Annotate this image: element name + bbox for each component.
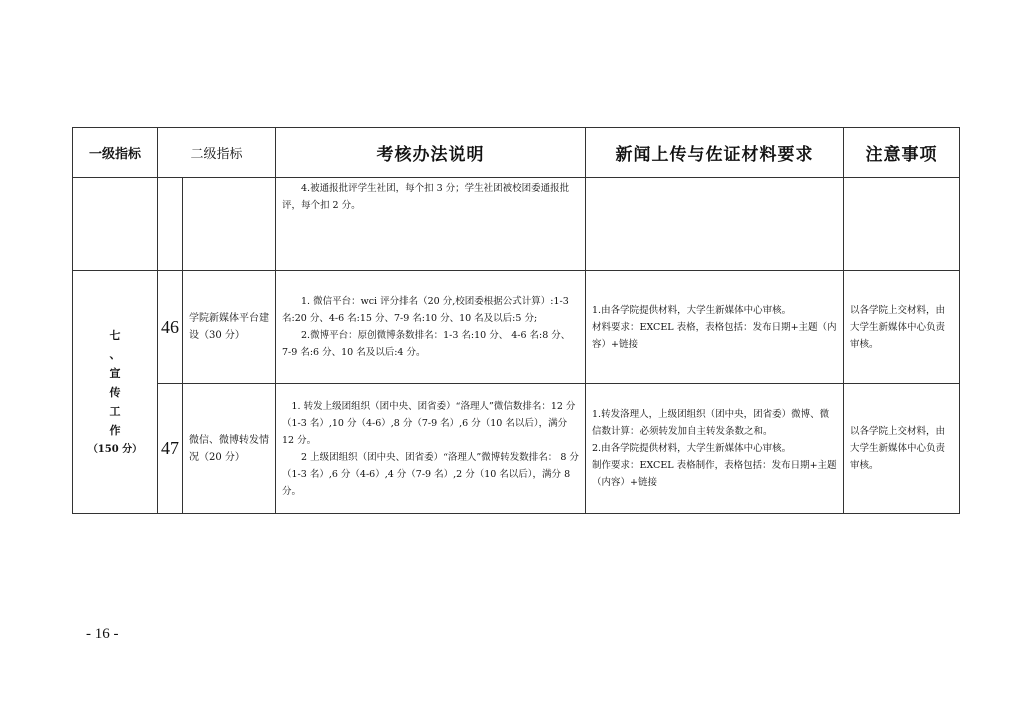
indicator-name: 微信、微博转发情况（20 分） bbox=[189, 434, 269, 463]
row-number: 47 bbox=[158, 384, 183, 514]
category-char: 传 bbox=[109, 385, 121, 399]
indicator-name: 学院新媒体平台建设（30 分） bbox=[189, 313, 269, 341]
header-row bbox=[73, 128, 960, 178]
category-char: 、 bbox=[109, 347, 121, 361]
page-number: - 16 - bbox=[86, 626, 119, 642]
category-char: 作 bbox=[109, 423, 121, 437]
table-row bbox=[73, 271, 960, 384]
header-method: 考核办法说明 bbox=[276, 128, 586, 178]
table-row-continued bbox=[73, 178, 960, 271]
evaluation-table bbox=[72, 127, 960, 514]
category-cell bbox=[73, 271, 158, 514]
category-score: （150 分） bbox=[87, 443, 143, 455]
method-text: 1. 转发上级团组织（团中央、团省委）“洛理人”微信数排名：12 分（1-3 名）,10 分（4-6）,8 分（7-9 名）,6 分（10 名以后），满分 12 分。 2 上级团组织（团中央、团省委）“洛理人”微博转发数排名： 8 分（1-3 名）,6 分（4-6）,4 分（7-9 名）,2 分（10 名以后），满分 8 分。 bbox=[282, 400, 579, 497]
table-row bbox=[73, 384, 960, 514]
row-number: 46 bbox=[158, 271, 183, 384]
materials-text: 1.转发洛理人，上级团组织（团中央，团省委）微博、微信数计算：必须转发加自主转发条数之和。 2.由各学院提供材料，大学生新媒体中心审核。 制作要求：EXCEL 表格制作，表格包括：发布日期+主题（内容）+链接 bbox=[592, 409, 837, 488]
header-level2: 二级指标 bbox=[158, 128, 276, 178]
method-text: 1. 微信平台：wci 评分排名（20 分,校团委根据公式计算）:1-3 名:20 分、4-6 名:15 分、7-9 名:10 分、10 名及以后:5 分; 2.微博平台：原创微博条数排名：1-3 名:10 分、 4-6 名:8 分、 7-9 名:6 分、10 名及以后:4 分。 bbox=[282, 296, 571, 358]
header-level1: 一级指标 bbox=[73, 128, 158, 178]
category-char: 七 bbox=[109, 328, 121, 342]
notes-text: 以各学院上交材料，由大学生新媒体中心负责审核。 bbox=[850, 426, 946, 471]
header-notes: 注意事项 bbox=[844, 128, 960, 178]
notes-text: 以各学院上交材料，由大学生新媒体中心负责审核。 bbox=[850, 304, 946, 350]
materials-text: 1.由各学院提供材料，大学生新媒体中心审核。 材料要求：EXCEL 表格，表格包括：发布日期+主题（内容）+链接 bbox=[592, 304, 837, 350]
category-char: 宣 bbox=[109, 366, 121, 380]
continued-method-text: 4.被通报批评学生社团，每个扣 3 分；学生社团被校团委通报批评，每个扣 2 分。 bbox=[282, 183, 570, 211]
header-materials: 新闻上传与佐证材料要求 bbox=[586, 128, 844, 178]
category-char: 工 bbox=[109, 404, 121, 418]
